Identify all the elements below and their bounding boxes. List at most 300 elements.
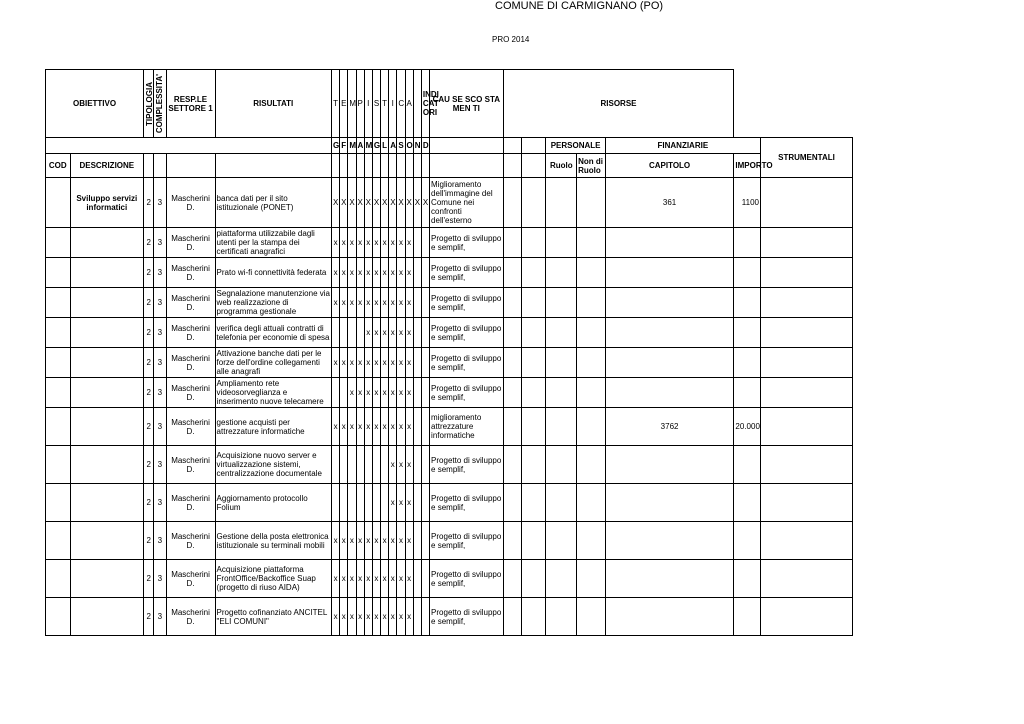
cell-tipologia: 2 xyxy=(144,484,154,522)
cell-blank xyxy=(503,258,521,288)
tipologia-label: TIPOLOGIA xyxy=(145,81,155,126)
cell-month-mark xyxy=(340,484,348,522)
cell-strumentali xyxy=(760,178,852,228)
cell-indicatori: Progetto di sviluppo e semplif, xyxy=(430,228,504,258)
cell-month-mark: x xyxy=(372,318,380,348)
cell-strumentali xyxy=(760,348,852,378)
cell-month-mark: x xyxy=(331,522,339,560)
header-blank xyxy=(340,154,348,178)
cell-blank xyxy=(503,178,521,228)
header-tempistica-letter: M xyxy=(348,70,356,138)
cell-resp: Mascherini D. xyxy=(166,348,215,378)
cell-importo xyxy=(734,318,761,348)
cell-month-mark: x xyxy=(364,258,372,288)
table-row xyxy=(46,318,853,348)
header-non-ruolo: Non di Ruolo xyxy=(577,154,606,178)
cell-complessita: 3 xyxy=(154,258,166,288)
cell-month-mark xyxy=(331,318,339,348)
cell-month-mark: x xyxy=(364,318,372,348)
cell-non-ruolo xyxy=(577,560,606,598)
header-complessita xyxy=(154,70,166,138)
cell-cod xyxy=(46,446,71,484)
cell-month-mark: x xyxy=(340,348,348,378)
table-row xyxy=(46,484,853,522)
cell-capitolo xyxy=(605,348,734,378)
cell-month-mark: x xyxy=(340,522,348,560)
cell-month-mark: x xyxy=(397,378,405,408)
cell-capitolo xyxy=(605,378,734,408)
cell-month-mark: x xyxy=(397,484,405,522)
cell-complessita: 3 xyxy=(154,598,166,636)
cell-indicatori: Miglioramento dell'immagine del Comune nei confronti dell'esterno xyxy=(430,178,504,228)
cell-ruolo xyxy=(546,178,577,228)
cell-indicatori: Progetto di sviluppo e semplif, xyxy=(430,598,504,636)
cell-month-mark: x xyxy=(372,258,380,288)
cell-month-mark: x xyxy=(405,258,413,288)
cell-cause xyxy=(521,378,546,408)
cell-strumentali xyxy=(760,484,852,522)
header-tempistica-letter: T xyxy=(331,70,339,138)
cell-descrizione xyxy=(70,228,144,258)
table-row xyxy=(46,348,853,378)
cell-month-mark: x xyxy=(397,446,405,484)
cell-month-mark: x xyxy=(356,560,364,598)
cell-ruolo xyxy=(546,318,577,348)
cell-indicatori: Progetto di sviluppo e semplif, xyxy=(430,318,504,348)
cell-month-mark xyxy=(413,522,421,560)
cell-blank xyxy=(503,560,521,598)
header-tempistica-letter: A xyxy=(405,70,413,138)
cell-month-mark xyxy=(356,484,364,522)
cell-importo xyxy=(734,560,761,598)
cell-month-mark: x xyxy=(381,378,389,408)
cell-month-mark: x xyxy=(372,228,380,258)
cell-capitolo: 361 xyxy=(605,178,734,228)
month-header: A xyxy=(389,138,397,154)
cell-cod xyxy=(46,258,71,288)
cell-ruolo xyxy=(546,258,577,288)
cell-capitolo xyxy=(605,288,734,318)
cell-risultati: verifica degli attuali contratti di telefonia per economie di spesa xyxy=(215,318,331,348)
cell-month-mark: x xyxy=(381,408,389,446)
cell-importo xyxy=(734,228,761,258)
cell-cod xyxy=(46,348,71,378)
cell-descrizione: Sviluppo servizi informatici xyxy=(70,178,144,228)
cell-risultati: Aggiornamento protocollo Folium xyxy=(215,484,331,522)
cell-resp: Mascherini D. xyxy=(166,598,215,636)
header-tempistica-letter: S xyxy=(372,70,380,138)
header-blank xyxy=(521,138,546,154)
cell-month-mark: x xyxy=(340,228,348,258)
cell-month-mark: X xyxy=(331,178,339,228)
cell-month-mark xyxy=(340,446,348,484)
cell-risultati: Acquisizione piattaforma FrontOffice/Backoffice Suap (progetto di riuso AIDA) xyxy=(215,560,331,598)
cell-cod xyxy=(46,288,71,318)
cell-month-mark: x xyxy=(405,228,413,258)
header-ruolo: Ruolo xyxy=(546,154,577,178)
cell-capitolo xyxy=(605,560,734,598)
header-cod: COD xyxy=(46,154,71,178)
cell-ruolo xyxy=(546,348,577,378)
cell-non-ruolo xyxy=(577,348,606,378)
cell-cod xyxy=(46,228,71,258)
cell-month-mark xyxy=(421,318,429,348)
cell-month-mark: x xyxy=(381,598,389,636)
cell-tipologia: 2 xyxy=(144,560,154,598)
cell-month-mark: x xyxy=(405,318,413,348)
cell-cause xyxy=(521,446,546,484)
cell-month-mark: x xyxy=(389,522,397,560)
month-header: G xyxy=(331,138,339,154)
header-blank xyxy=(154,154,166,178)
cell-month-mark: x xyxy=(364,408,372,446)
cell-month-mark: x xyxy=(340,598,348,636)
cell-complessita: 3 xyxy=(154,484,166,522)
cell-tipologia: 2 xyxy=(144,408,154,446)
header-blank xyxy=(521,154,546,178)
cell-month-mark: x xyxy=(356,378,364,408)
cell-ruolo xyxy=(546,484,577,522)
table-row xyxy=(46,522,853,560)
cell-importo xyxy=(734,348,761,378)
cell-indicatori: Progetto di sviluppo e semplif, xyxy=(430,288,504,318)
cell-capitolo xyxy=(605,446,734,484)
cell-non-ruolo xyxy=(577,446,606,484)
cell-month-mark: x xyxy=(372,378,380,408)
cell-month-mark: x xyxy=(397,522,405,560)
header-strumentali: STRUMENTALI xyxy=(760,138,852,178)
header-indicatori: INDI CAT ORI xyxy=(421,70,429,138)
cell-month-mark: x xyxy=(389,484,397,522)
cell-month-mark: x xyxy=(364,522,372,560)
cell-non-ruolo xyxy=(577,318,606,348)
cell-month-mark: x xyxy=(364,348,372,378)
cell-risultati: piattaforma utilizzabile dagli utenti per la stampa dei certificati anagrafici xyxy=(215,228,331,258)
cell-month-mark: x xyxy=(397,560,405,598)
month-header: F xyxy=(340,138,348,154)
header-blank xyxy=(372,154,380,178)
cell-descrizione xyxy=(70,408,144,446)
cell-month-mark: x xyxy=(405,522,413,560)
cell-importo xyxy=(734,484,761,522)
cell-month-mark: x xyxy=(348,408,356,446)
cell-cause xyxy=(521,522,546,560)
cell-complessita: 3 xyxy=(154,408,166,446)
cell-month-mark: x xyxy=(364,378,372,408)
cell-blank xyxy=(503,522,521,560)
cell-blank xyxy=(503,408,521,446)
cell-ruolo xyxy=(546,522,577,560)
cell-month-mark xyxy=(421,560,429,598)
cell-month-mark: x xyxy=(348,348,356,378)
cell-strumentali xyxy=(760,446,852,484)
cell-month-mark: x xyxy=(389,228,397,258)
cell-month-mark: x xyxy=(389,258,397,288)
header-blank xyxy=(413,154,421,178)
cell-non-ruolo xyxy=(577,178,606,228)
header-blank xyxy=(389,154,397,178)
header-personale: PERSONALE xyxy=(546,138,605,154)
cell-month-mark: x xyxy=(405,288,413,318)
table-row xyxy=(46,228,853,258)
cell-capitolo xyxy=(605,598,734,636)
cell-month-mark: x xyxy=(364,560,372,598)
cell-month-mark xyxy=(421,598,429,636)
cell-month-mark xyxy=(413,228,421,258)
month-header: L xyxy=(381,138,389,154)
cell-month-mark: x xyxy=(372,288,380,318)
header-blank xyxy=(503,138,521,154)
header-tempistica-letter: C xyxy=(397,70,405,138)
header-blank xyxy=(46,138,332,154)
cell-complessita: 3 xyxy=(154,228,166,258)
cell-non-ruolo xyxy=(577,522,606,560)
cell-month-mark xyxy=(413,288,421,318)
cell-month-mark xyxy=(331,446,339,484)
cell-tipologia: 2 xyxy=(144,378,154,408)
cell-resp: Mascherini D. xyxy=(166,484,215,522)
cell-month-mark: x xyxy=(348,598,356,636)
header-tempistica-letter: P xyxy=(356,70,364,138)
cell-month-mark: x xyxy=(405,348,413,378)
cell-month-mark: x xyxy=(356,348,364,378)
month-header: N xyxy=(413,138,421,154)
cell-risultati: gestione acquisti per attrezzature informatiche xyxy=(215,408,331,446)
cell-risultati: banca dati per il sito istituzionale (PONET) xyxy=(215,178,331,228)
cell-non-ruolo xyxy=(577,378,606,408)
cell-descrizione xyxy=(70,288,144,318)
cell-month-mark xyxy=(331,484,339,522)
cell-month-mark xyxy=(421,408,429,446)
cell-month-mark: x xyxy=(372,408,380,446)
header-blank xyxy=(430,154,504,178)
header-blank xyxy=(215,154,331,178)
cell-resp: Mascherini D. xyxy=(166,178,215,228)
cell-month-mark: x xyxy=(389,348,397,378)
cell-strumentali xyxy=(760,318,852,348)
header-obiettivo: OBIETTIVO xyxy=(46,70,144,138)
cell-month-mark: X xyxy=(348,178,356,228)
cell-month-mark: x xyxy=(331,258,339,288)
cell-month-mark xyxy=(413,484,421,522)
cell-month-mark: x xyxy=(381,348,389,378)
cell-month-mark: x xyxy=(340,288,348,318)
cell-month-mark: X xyxy=(356,178,364,228)
month-header: G xyxy=(372,138,380,154)
cell-cause xyxy=(521,348,546,378)
cell-indicatori: Progetto di sviluppo e semplif, xyxy=(430,446,504,484)
header-blank xyxy=(356,154,364,178)
header-tipologia xyxy=(144,70,154,138)
cell-month-mark: x xyxy=(389,446,397,484)
cell-month-mark xyxy=(421,446,429,484)
cell-month-mark: x xyxy=(356,228,364,258)
cell-month-mark: x xyxy=(356,288,364,318)
cell-indicatori: Progetto di sviluppo e semplif, xyxy=(430,378,504,408)
cell-month-mark xyxy=(348,484,356,522)
cell-capitolo xyxy=(605,318,734,348)
table-row xyxy=(46,408,853,446)
cell-cause xyxy=(521,484,546,522)
cell-cod xyxy=(46,378,71,408)
cell-month-mark xyxy=(348,318,356,348)
cell-month-mark xyxy=(413,598,421,636)
cell-month-mark xyxy=(413,378,421,408)
cell-descrizione xyxy=(70,598,144,636)
cell-month-mark: x xyxy=(372,348,380,378)
pro-table xyxy=(45,69,853,636)
header-blank xyxy=(421,154,429,178)
cell-non-ruolo xyxy=(577,288,606,318)
cell-month-mark: x xyxy=(381,560,389,598)
cell-tipologia: 2 xyxy=(144,446,154,484)
cell-month-mark xyxy=(340,318,348,348)
cell-non-ruolo xyxy=(577,408,606,446)
cell-resp: Mascherini D. xyxy=(166,560,215,598)
cell-blank xyxy=(503,598,521,636)
cell-importo: 1100 xyxy=(734,178,761,228)
cell-month-mark: x xyxy=(340,560,348,598)
cell-month-mark: x xyxy=(348,378,356,408)
cell-cause xyxy=(521,318,546,348)
cell-ruolo xyxy=(546,288,577,318)
cell-cause xyxy=(521,598,546,636)
cell-month-mark xyxy=(421,378,429,408)
cell-descrizione xyxy=(70,258,144,288)
header-blank xyxy=(413,70,421,138)
cell-month-mark: x xyxy=(331,560,339,598)
cell-month-mark: X xyxy=(340,178,348,228)
cell-month-mark: x xyxy=(356,598,364,636)
cell-month-mark xyxy=(413,348,421,378)
cell-month-mark: x xyxy=(340,258,348,288)
cell-ruolo xyxy=(546,446,577,484)
cell-month-mark: x xyxy=(340,408,348,446)
table-row xyxy=(46,598,853,636)
cell-risultati: Gestione della posta elettronica istituzionale su terminali mobili xyxy=(215,522,331,560)
cell-blank xyxy=(503,484,521,522)
cell-month-mark: x xyxy=(331,348,339,378)
cell-month-mark xyxy=(421,348,429,378)
cell-non-ruolo xyxy=(577,598,606,636)
cell-month-mark xyxy=(421,288,429,318)
cell-resp: Mascherini D. xyxy=(166,258,215,288)
cell-ruolo xyxy=(546,598,577,636)
header-blank xyxy=(348,154,356,178)
header-tempistica-letter: I xyxy=(389,70,397,138)
cell-month-mark: x xyxy=(389,408,397,446)
cell-risultati: Prato wi-fi connettività federata xyxy=(215,258,331,288)
cell-month-mark: X xyxy=(389,178,397,228)
cell-month-mark xyxy=(381,484,389,522)
header-blank xyxy=(144,154,154,178)
cell-complessita: 3 xyxy=(154,348,166,378)
cell-indicatori: Progetto di sviluppo e semplif, xyxy=(430,258,504,288)
cell-month-mark: X xyxy=(381,178,389,228)
header-blank xyxy=(503,154,521,178)
cell-month-mark: x xyxy=(331,288,339,318)
page-subtitle: PRO 2014 xyxy=(492,35,530,44)
cell-resp: Mascherini D. xyxy=(166,522,215,560)
cell-month-mark: x xyxy=(381,288,389,318)
cell-month-mark xyxy=(331,378,339,408)
cell-descrizione xyxy=(70,378,144,408)
cell-complessita: 3 xyxy=(154,318,166,348)
cell-month-mark: x xyxy=(381,522,389,560)
table-row xyxy=(46,178,853,228)
cell-resp: Mascherini D. xyxy=(166,408,215,446)
cell-importo xyxy=(734,378,761,408)
cell-month-mark: x xyxy=(397,228,405,258)
header-resp: RESP.LE SETTORE 1 xyxy=(166,70,215,138)
month-header: M xyxy=(364,138,372,154)
cell-non-ruolo xyxy=(577,258,606,288)
cell-importo xyxy=(734,598,761,636)
cell-descrizione xyxy=(70,318,144,348)
cell-cod xyxy=(46,178,71,228)
cell-descrizione xyxy=(70,522,144,560)
month-header: M xyxy=(348,138,356,154)
cell-capitolo xyxy=(605,484,734,522)
header-blank xyxy=(397,154,405,178)
cell-month-mark xyxy=(372,484,380,522)
cell-month-mark: x xyxy=(397,258,405,288)
cell-month-mark xyxy=(381,446,389,484)
header-blank xyxy=(381,154,389,178)
cell-month-mark: x xyxy=(356,408,364,446)
complessita-label: COMPLESSITA' xyxy=(155,73,165,134)
cell-resp: Mascherini D. xyxy=(166,378,215,408)
header-tempistica-letter: I xyxy=(364,70,372,138)
cell-tipologia: 2 xyxy=(144,228,154,258)
cell-strumentali xyxy=(760,408,852,446)
cell-month-mark: x xyxy=(381,258,389,288)
header-blank xyxy=(331,154,339,178)
cell-month-mark xyxy=(348,446,356,484)
cell-month-mark: x xyxy=(405,560,413,598)
header-risultati: RISULTATI xyxy=(215,70,331,138)
month-header: A xyxy=(356,138,364,154)
table-row xyxy=(46,560,853,598)
cell-blank xyxy=(503,378,521,408)
cell-month-mark: x xyxy=(348,522,356,560)
cell-month-mark xyxy=(364,446,372,484)
cell-month-mark xyxy=(356,318,364,348)
cell-month-mark: X xyxy=(413,178,421,228)
cell-month-mark: x xyxy=(331,408,339,446)
cell-month-mark xyxy=(421,522,429,560)
header-tempistica-letter: T xyxy=(381,70,389,138)
cell-non-ruolo xyxy=(577,228,606,258)
table-row xyxy=(46,378,853,408)
cell-month-mark xyxy=(413,408,421,446)
cell-importo: 20.000 xyxy=(734,408,761,446)
cell-month-mark: X xyxy=(364,178,372,228)
cell-cause xyxy=(521,560,546,598)
header-descrizione: DESCRIZIONE xyxy=(70,154,144,178)
cell-complessita: 3 xyxy=(154,522,166,560)
cell-cod xyxy=(46,598,71,636)
cell-month-mark xyxy=(413,318,421,348)
cell-month-mark xyxy=(421,484,429,522)
cell-month-mark: x xyxy=(405,446,413,484)
cell-indicatori: Progetto di sviluppo e semplif, xyxy=(430,484,504,522)
header-importo: IMPORTO xyxy=(734,154,761,178)
cell-month-mark: x xyxy=(331,228,339,258)
cell-month-mark: x xyxy=(397,408,405,446)
cell-month-mark: x xyxy=(397,318,405,348)
header-blank xyxy=(364,154,372,178)
